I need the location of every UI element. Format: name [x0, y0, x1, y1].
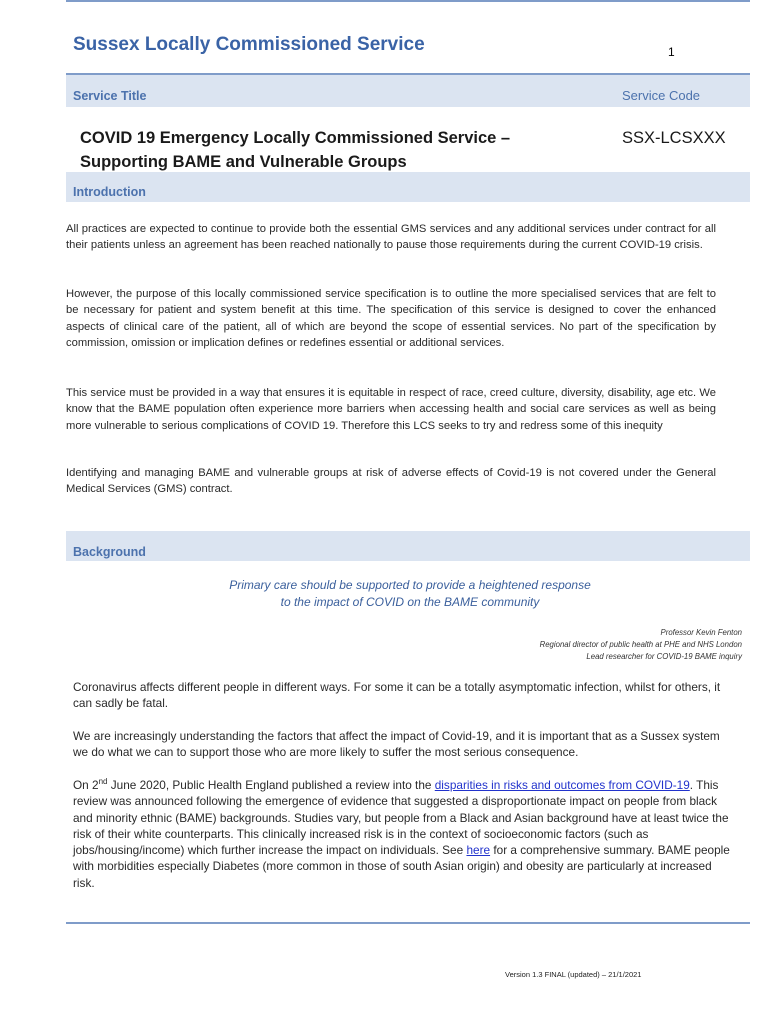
page-number: 1 — [668, 45, 675, 59]
service-title-line-1: COVID 19 Emergency Locally Commissioned Service – — [80, 129, 511, 147]
page-title: Sussex Locally Commissioned Service — [73, 34, 425, 55]
introduction-band — [66, 172, 750, 202]
intro-paragraph-4: Identifying and managing BAME and vulnerable groups at risk of adverse effects of Covid-19 is not covered under the General Medical Services (GMS) contract. — [66, 467, 716, 496]
background-heading: Background — [73, 545, 146, 559]
bottom-rule — [66, 922, 750, 924]
attribution-note: Lead researcher for COVID-19 BAME inquiry — [586, 652, 742, 661]
service-code: SSX-LCSXXX — [622, 129, 726, 147]
background-paragraph-3 — [73, 777, 735, 891]
service-title — [80, 126, 600, 174]
intro-paragraph-3: This service must be provided in a way that ensures it is equitable in respect of race, creed culture, diversity, disability, age etc. We know that the BAME population often experience more barriers when accessing health and social care services as well as being more vulnerable to serious complications of COVID 19. Therefore this LCS seeks to try and redress some of this inequity — [66, 387, 716, 432]
introduction-heading: Introduction — [73, 185, 146, 199]
service-title-label: Service Title — [73, 89, 147, 103]
disparities-review-link[interactable]: disparities in risks and outcomes from COVID-19 — [434, 778, 690, 792]
quote-line-2: to the impact of COVID on the BAME community — [280, 595, 540, 609]
attribution-role: Regional director of public health at PHE and NHS London — [539, 640, 742, 649]
attribution-name: Professor Kevin Fenton — [660, 628, 742, 637]
service-header-band — [66, 75, 750, 107]
intro-paragraph-2: However, the purpose of this locally commissioned service specification is to outline the more specialised services that are felt to be necessary for patient and system benefit at this time. The specification of this service is designed to cover the enhanced aspects of clinical care of the patient, all of which are beyond the scope of essential services. No part of the specification by commission, omission or implication defines or redefines essential or additional services. — [66, 288, 716, 349]
version-footer: Version 1.3 FINAL (updated) – 21/1/2021 — [505, 970, 642, 979]
quote-attribution — [540, 627, 742, 663]
service-code-label: Service Code — [622, 88, 701, 103]
pull-quote — [100, 577, 720, 611]
service-title-line-2: Supporting BAME and Vulnerable Groups — [80, 153, 407, 171]
p3-text-2: . This review was announced following the emergence of evidence that suggested a disproportionate impact on people from black and minority ethnic (BAME) backgrounds. Studies vary, but people from a Black and Asian background have at least twice the risk of their white counterparts. This clinically increased risk is in the context of socioeconomic factors (such as jobs/housing/income) which further increase the impact on individuals. See — [73, 778, 729, 858]
p3-superscript: nd — [98, 777, 108, 787]
p3-text-1: June 2020, Public Health England published a review into the — [107, 778, 435, 792]
p3-prefix: On 2 — [73, 778, 99, 792]
p3-text-3: for a comprehensive summary. BAME people with morbidities especially Diabetes (more common in those of south Asian origin) and obesity are particularly at increased risk. — [73, 843, 730, 890]
background-band — [66, 531, 750, 561]
summary-here-link[interactable]: here — [466, 843, 491, 858]
intro-paragraph-1: All practices are expected to continue to provide both the essential GMS services and any additional services under contract for all their patients unless an agreement has been reached nationally to pause those requirements during the current COVID-19 crisis. — [66, 223, 716, 252]
quote-line-1: Primary care should be supported to provide a heightened response — [229, 578, 591, 592]
background-paragraph-1: Coronavirus affects different people in different ways. For some it can be a totally asymptomatic infection, whilst for others, it can sadly be fatal. — [73, 680, 721, 711]
top-rule — [66, 0, 750, 2]
background-paragraph-2: We are increasingly understanding the factors that affect the impact of Covid-19, and it is important that as a Sussex system we do what we can to support those who are more likely to suffer the most serious consequence. — [73, 729, 720, 760]
